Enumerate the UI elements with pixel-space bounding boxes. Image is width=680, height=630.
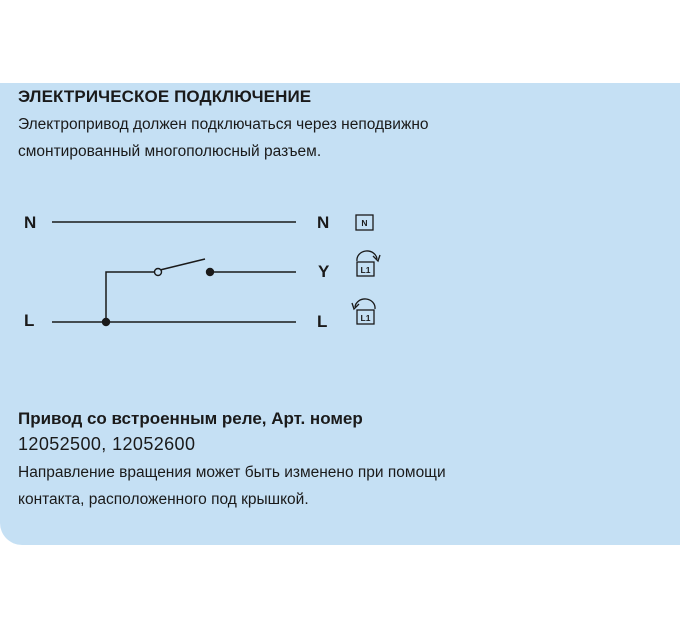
intro-text [18,111,429,165]
right-label-neutral: N [317,213,330,232]
article-numbers: 12052500, 12052600 [18,434,196,454]
note-line: контакта, расположенного под крышкой. [18,491,309,508]
switch-feed-wire [106,272,157,322]
switch-pivot [155,269,162,276]
switch-terminal [206,268,214,276]
neutral-symbol-text: N [361,218,368,228]
relay-title: Привод со встроенным реле, Арт. номер [18,409,363,428]
intro-line: смонтированный многополюсный разъем. [18,143,322,160]
note-line: Направление вращения может быть изменено при помощи [18,464,446,481]
line-symbol-text: L1 [360,313,371,323]
intro-line: Электропривод должен подключаться через неподвижно [18,116,429,133]
junction-dot [102,318,110,326]
switched-symbol-text: L1 [360,265,371,275]
counterclockwise-rotation-icon [352,299,375,324]
switch-contact [160,259,205,270]
rotation-note [18,459,446,513]
clockwise-rotation-icon [357,251,380,276]
left-label-neutral: N [24,213,37,232]
left-label-line: L [24,311,35,330]
wiring-diagram [0,195,400,340]
section-heading: ЭЛЕКТРИЧЕСКОЕ ПОДКЛЮЧЕНИЕ [18,87,312,106]
right-label-switched: Y [318,262,330,281]
neutral-terminal-icon [356,215,373,230]
right-label-line: L [317,312,328,331]
